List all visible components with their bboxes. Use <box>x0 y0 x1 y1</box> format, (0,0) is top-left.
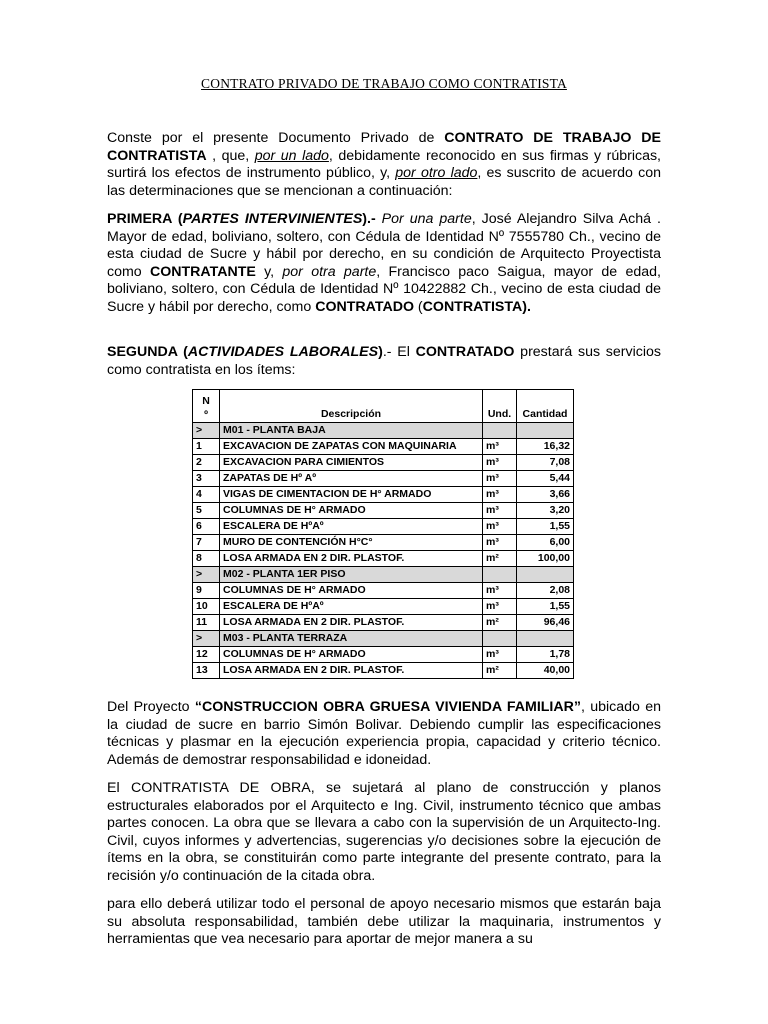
primera-contratante: CONTRATANTE <box>149 263 256 280</box>
row-number: > <box>193 423 220 439</box>
row-quantity <box>517 567 574 583</box>
primera-text-2: y, <box>255 263 283 280</box>
row-description: COLUMNAS DE H° ARMADO <box>220 583 483 599</box>
row-description: LOSA ARMADA EN 2 DIR. PLASTOF. <box>220 615 483 631</box>
intro-por-un-lado: por un lado <box>254 147 329 164</box>
row-unit: m² <box>483 663 517 679</box>
table-row <box>193 519 574 535</box>
row-quantity: 96,46 <box>517 615 574 631</box>
table-row <box>193 647 574 663</box>
row-quantity <box>517 423 574 439</box>
contratista-obra-paragraph: El CONTRATISTA DE OBRA, se sujetará al plano de construcción y planos estructurales elaborados por el Arquitecto e Ing. Civil, instrumento técnico que ambas partes conocen. La obra que se llevara a cabo con la supervisión de un Arquitecto-Ing. Civil, cuyos informes y advertencias, sugerencias y/o decisiones sobre la ejecución de ítems en la obra, se constituirán como parte integrante del presente contrato, para la recisión y/o continuación de la citada obra. <box>107 780 661 884</box>
row-description: LOSA ARMADA EN 2 DIR. PLASTOF. <box>220 551 483 567</box>
table-row <box>193 503 574 519</box>
row-description: EXCAVACION PARA CIMIENTOS <box>220 455 483 471</box>
row-number: 8 <box>193 551 220 567</box>
clause-segunda <box>107 344 661 379</box>
table-row <box>193 455 574 471</box>
row-description: EXCAVACION DE ZAPATAS CON MAQUINARIA <box>220 439 483 455</box>
row-description: M02 - PLANTA 1ER PISO <box>220 567 483 583</box>
row-description: ZAPATAS DE Hº Aº <box>220 471 483 487</box>
row-number: 6 <box>193 519 220 535</box>
row-quantity: 1,55 <box>517 599 574 615</box>
primera-heading-italic: PARTES INTERVINIENTES <box>182 211 363 227</box>
table-section-row <box>193 631 574 647</box>
row-unit: m³ <box>483 487 517 503</box>
row-number: 11 <box>193 615 220 631</box>
row-unit: m² <box>483 615 517 631</box>
primera-heading-1: PRIMERA ( <box>107 211 183 227</box>
row-number: > <box>193 631 220 647</box>
document-title: CONTRATO PRIVADO DE TRABAJO COMO CONTRATISTA <box>201 76 567 91</box>
segunda-contratado: CONTRATADO <box>415 344 515 360</box>
row-number: 5 <box>193 503 220 519</box>
intro-paragraph <box>107 130 661 200</box>
header-quantity: Cantidad <box>517 390 574 423</box>
primera-text-4: ( <box>413 298 423 315</box>
table-section-row <box>193 423 574 439</box>
row-description: VIGAS DE CIMENTACION DE H° ARMADO <box>220 487 483 503</box>
row-number: 13 <box>193 663 220 679</box>
row-quantity: 2,08 <box>517 583 574 599</box>
row-description: COLUMNAS DE H° ARMADO <box>220 503 483 519</box>
row-unit: m³ <box>483 535 517 551</box>
row-unit: m³ <box>483 455 517 471</box>
project-name: “CONSTRUCCION OBRA GRUESA VIVIENDA FAMILIAR” <box>194 699 581 715</box>
row-number: > <box>193 567 220 583</box>
primera-text-1: , José Alejandro Silva Achá . Mayor de edad, boliviano, soltero, con Cédula de Identidad Nº 7555780 Ch., vecino de esta ciudad de Sucre y hábil por derecho, en su condición de Arquitecto Proyectista como <box>107 211 661 280</box>
header-description: Descripción <box>220 390 483 423</box>
table-section-row <box>193 567 574 583</box>
segunda-text-2: prestará sus servicios como contratista en los ítems: <box>107 344 661 378</box>
row-quantity: 1,78 <box>517 647 574 663</box>
row-quantity: 6,00 <box>517 535 574 551</box>
primera-por-otra-parte: por otra parte <box>282 263 377 280</box>
primera-por-una-parte: Por una parte <box>375 211 472 227</box>
row-quantity: 100,00 <box>517 551 574 567</box>
row-unit: m³ <box>483 583 517 599</box>
intro-por-otro-lado: por otro lado <box>395 165 478 182</box>
row-number: 12 <box>193 647 220 663</box>
primera-contratado: CONTRATADO <box>315 298 414 315</box>
personal-paragraph: para ello deberá utilizar todo el personal de apoyo necesario mismos que estarán baja su absoluta responsabilidad, también debe utilizar la maquinaria, instrumentos y herramientas que vea necesario para aportar de mejor manera a su <box>107 896 661 948</box>
intro-text-4: , es suscrito de acuerdo con las determinaciones que se mencionan a continuación: <box>107 165 661 199</box>
project-text-1: Del Proyecto <box>107 699 195 715</box>
row-quantity <box>517 631 574 647</box>
segunda-heading-2: ) <box>378 344 383 360</box>
row-number: 3 <box>193 471 220 487</box>
row-unit <box>483 567 517 583</box>
row-description: ESCALERA DE HºAº <box>220 519 483 535</box>
row-description: M01 - PLANTA BAJA <box>220 423 483 439</box>
row-number: 4 <box>193 487 220 503</box>
row-number: 10 <box>193 599 220 615</box>
row-unit: m³ <box>483 439 517 455</box>
row-description: LOSA ARMADA EN 2 DIR. PLASTOF. <box>220 663 483 679</box>
segunda-heading-italic: ACTIVIDADES LABORALES <box>187 344 379 360</box>
intro-text-1: Conste por el presente Documento Privado de <box>107 130 445 146</box>
row-number: 1 <box>193 439 220 455</box>
row-number: 2 <box>193 455 220 471</box>
row-quantity: 7,08 <box>517 455 574 471</box>
primera-text-3: , Francisco paco Saigua, mayor de edad, boliviano, soltero, con Cédula de Identidad Nº 10422882 Ch., vecino de esta ciudad de Sucre y hábil por derecho, como <box>107 263 661 315</box>
row-quantity: 40,00 <box>517 663 574 679</box>
primera-contratista: CONTRATISTA). <box>422 298 531 315</box>
row-unit: m³ <box>483 503 517 519</box>
row-number: 7 <box>193 535 220 551</box>
primera-heading-2: ).- <box>362 211 376 227</box>
items-table-body <box>193 423 574 679</box>
table-row <box>193 471 574 487</box>
header-number-line1: N <box>202 395 210 407</box>
row-unit: m³ <box>483 519 517 535</box>
project-paragraph <box>107 699 661 769</box>
row-description: COLUMNAS DE H° ARMADO <box>220 647 483 663</box>
row-unit <box>483 423 517 439</box>
header-number-line2: º <box>204 409 208 421</box>
table-row <box>193 599 574 615</box>
row-unit: m³ <box>483 599 517 615</box>
header-unit: Und. <box>483 390 517 423</box>
segunda-text-1: .- El <box>382 344 416 360</box>
row-quantity: 3,20 <box>517 503 574 519</box>
items-table <box>192 389 574 679</box>
row-unit: m³ <box>483 647 517 663</box>
row-quantity: 5,44 <box>517 471 574 487</box>
clause-primera <box>107 211 661 317</box>
row-unit: m² <box>483 551 517 567</box>
row-unit: m³ <box>483 471 517 487</box>
segunda-heading-1: SEGUNDA ( <box>107 344 188 360</box>
intro-contract-type: CONTRATO DE TRABAJO DE CONTRATISTA <box>107 130 661 164</box>
table-row <box>193 551 574 567</box>
table-row <box>193 615 574 631</box>
row-quantity: 3,66 <box>517 487 574 503</box>
table-row <box>193 583 574 599</box>
row-description: MURO DE CONTENCIÓN H°C° <box>220 535 483 551</box>
table-row <box>193 487 574 503</box>
row-unit <box>483 631 517 647</box>
project-text-2: , ubicado en la ciudad de sucre en barrio Simón Bolivar. Debiendo cumplir las especificaciones técnicas y plasmar en la ejecución experiencia propia, capacidad y criterio técnico. Además de demostrar responsabilidad e idoneidad. <box>107 699 661 768</box>
row-quantity: 1,55 <box>517 519 574 535</box>
header-number <box>193 390 220 423</box>
intro-text-2: , que, <box>206 147 255 164</box>
table-row <box>193 439 574 455</box>
row-quantity: 16,32 <box>517 439 574 455</box>
row-description: M03 - PLANTA TERRAZA <box>220 631 483 647</box>
row-number: 9 <box>193 583 220 599</box>
intro-text-3: , debidamente reconocido en sus firmas y rúbricas, surtirá los efectos de instrumento público, y, <box>107 147 661 182</box>
table-row <box>193 663 574 679</box>
row-description: ESCALERA DE HºAº <box>220 599 483 615</box>
table-row <box>193 535 574 551</box>
